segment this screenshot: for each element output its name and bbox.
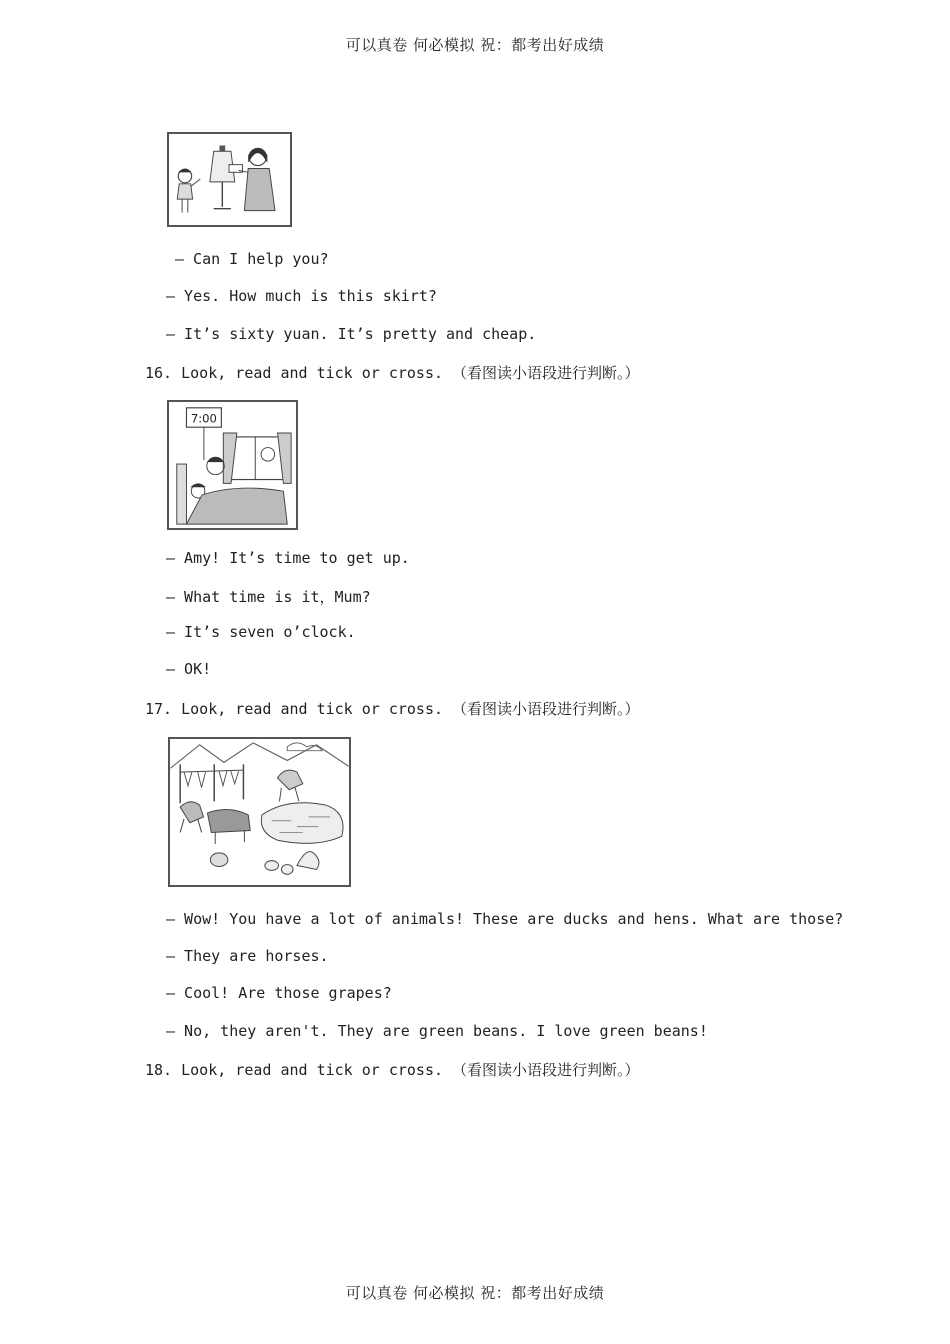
shop-illustration-drawing [169,134,290,225]
dialogue-line: — Amy! It’s time to get up. [166,549,410,567]
dialogue-line: — What time is it，Mum? [166,588,371,606]
bedroom-illustration-drawing [169,402,296,528]
dialogue-line: — Can I help you? [175,250,329,268]
bedroom-illustration [167,400,298,530]
shop-illustration [167,132,292,227]
dialogue-line: — Yes. How much is this skirt? [166,287,437,305]
dialogue-line: — Wow! You have a lot of animals! These are ducks and hens. What are those? [166,910,844,928]
dialogue-line: — They are horses. [166,947,329,965]
dialogue-line: — Cool! Are those grapes? [166,984,392,1002]
farm-illustration [168,737,351,887]
page-header: 可以真卷 何必模拟 祝：都考出好成绩 [345,36,605,54]
question-17-title: 17. Look, read and tick or cross. （看图读小语段进行判断。） [145,700,640,718]
farm-illustration-drawing [170,739,349,885]
page-footer: 可以真卷 何必模拟 祝：都考出好成绩 [345,1284,605,1302]
question-16-title: 16. Look, read and tick or cross. （看图读小语段进行判断。） [145,364,640,382]
dialogue-line: — It’s sixty yuan. It’s pretty and cheap. [166,325,537,343]
dialogue-line: — OK! [166,660,212,678]
clock-time: 7:00 [190,411,217,426]
question-18-title: 18. Look, read and tick or cross. （看图读小语段进行判断。） [145,1061,640,1079]
dialogue-line: — It’s seven o’clock. [166,623,356,641]
dialogue-line: — No, they aren't. They are green beans. I love green beans! [166,1022,708,1040]
